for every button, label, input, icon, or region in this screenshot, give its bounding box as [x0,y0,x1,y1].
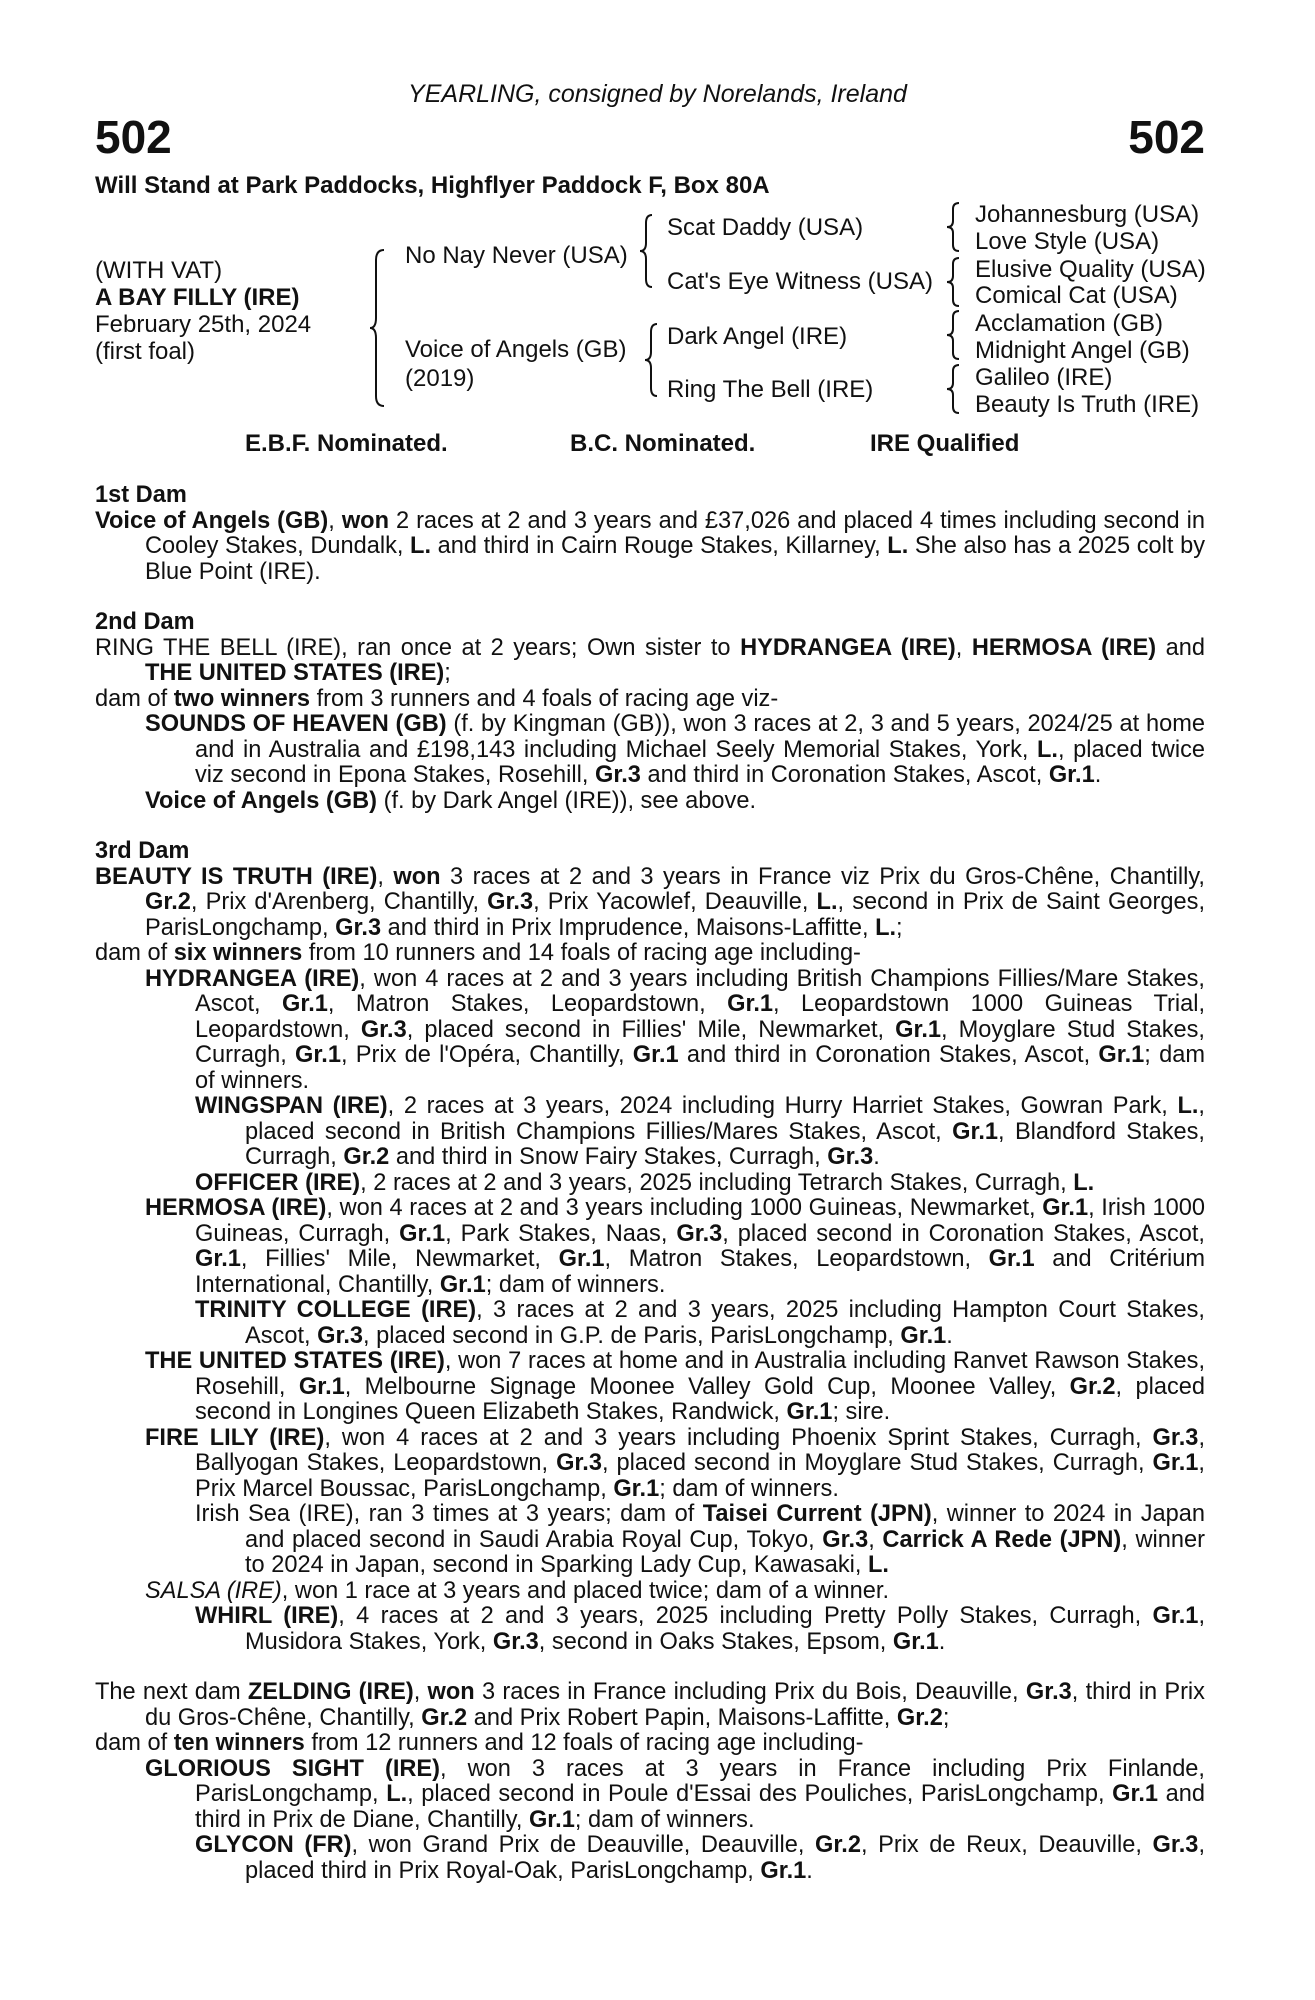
ire-qualified: IRE Qualified [870,430,1020,457]
produce-hydrangea: HYDRANGEA (IRE), won 4 races at 2 and 3 years including British Champions Fillies/Mare Stakes, Ascot, Gr.1, Matron Stakes, Leopardstown, Gr.1, Leopardstown 1000 Guineas Trial, Leopardstown, Gr.3, placed second in Fillies' Mile, Newmarket, Gr.1, Moyglare Stud Stakes, Curragh, Gr.1, Prix de l'Opéra, Chantilly, Gr.1 and third in Coronation Stakes, Ascot, Gr.1; dam of winners. [145,965,1205,1094]
pedigree-brace-g3-1 [947,201,961,253]
third-dam-produce-summary: dam of six winners from 10 runners and 14 foals of racing age including- [95,940,861,966]
gen3-5: Acclamation (GB) [975,310,1164,337]
produce-fire-lily: FIRE LILY (IRE), won 4 races at 2 and 3 years including Phoenix Sprint Stakes, Curragh, Gr.3, Ballyogan Stakes, Leopardstown, Gr.3, placed second in Moyglare Stud Stakes, Curragh, Gr.1, Prix Marcel Boussac, ParisLongchamp, Gr.1; dam of winners. [145,1424,1205,1502]
gen3-2: Love Style (USA) [975,228,1160,255]
next-dam-entry: The next dam ZELDING (IRE), won 3 races in France including Prix du Bois, Deauville, Gr.3, third in Prix du Gros-Chêne, Chantilly, Gr.2 and Prix Robert Papin, Maisons-Laffitte, Gr.2; [95,1679,1205,1731]
second-dam-title: 2nd Dam [95,609,195,635]
pedigree-brace-sire [640,213,654,289]
lot-number-left: 502 [95,111,172,163]
stand-location: Will Stand at Park Paddocks, Highflyer Paddock F, Box 80A [95,172,770,199]
gen3-6: Midnight Angel (GB) [975,337,1190,364]
gen3-3: Elusive Quality (USA) [975,256,1206,283]
next-dam-produce-summary: dam of ten winners from 12 runners and 12 foals of racing age including- [95,1730,864,1756]
sire-sire: Scat Daddy (USA) [667,214,864,241]
sire-name: No Nay Never (USA) [405,242,628,269]
produce-whirl: WHIRL (IRE), 4 races at 2 and 3 years, 2025 including Pretty Polly Stakes, Curragh, Gr.1, Musidora Stakes, York, Gr.3, second in Oaks Stakes, Epsom, Gr.1. [195,1603,1205,1655]
produce-sounds-of-heaven: SOUNDS OF HEAVEN (GB) (f. by Kingman (GB)), won 3 races at 2, 3 and 5 years, 2024/25 at home and in Australia and £198,143 including Michael Seely Memorial Stakes, York, L., placed twice viz second in Epona Stakes, Rosehill, Gr.3 and third in Coronation Stakes, Ascot, Gr.1. [145,711,1205,788]
sire-dam: Cat's Eye Witness (USA) [667,268,933,295]
pedigree-brace-g3-2 [947,256,961,308]
lot-number-right: 502 [1128,111,1205,163]
dam-name: Voice of Angels (GB) [405,336,627,363]
produce-trinity-college: TRINITY COLLEGE (IRE), 3 races at 2 and 3 years, 2025 including Hampton Court Stakes, Ascot, Gr.3, placed second in G.P. de Paris, ParisLongchamp, Gr.1. [195,1297,1205,1349]
pedigree-brace-dam [645,322,659,398]
catalogue-body [95,483,1205,1884]
dam-sire: Dark Angel (IRE) [667,323,848,350]
second-dam-entry: RING THE BELL (IRE), ran once at 2 years; Own sister to HYDRANGEA (IRE), HERMOSA (IRE) and THE UNITED STATES (IRE); [95,634,1205,686]
third-dam-title: 3rd Dam [95,838,190,864]
produce-salsa: SALSA (IRE), won 1 race at 3 years and placed twice; dam of a winner. [145,1577,890,1604]
pedigree-brace-g3-4 [947,363,961,415]
first-dam-entry: Voice of Angels (GB), won 2 races at 2 and 3 years and £37,026 and placed 4 times including second in Cooley Stakes, Dundalk, L. and third in Cairn Rouge Stakes, Killarney, L. She also has a 2025 colt by Blue Point (IRE). [95,507,1205,585]
horse-name: A BAY FILLY (IRE) [95,284,300,311]
produce-glorious-sight: GLORIOUS SIGHT (IRE), won 3 races at 3 years in France including Prix Finlande, ParisLongchamp, L., placed second in Poule d'Essai des Pouliches, ParisLongchamp, Gr.1 and third in Prix de Diane, Chantilly, Gr.1; dam of winners. [145,1755,1205,1833]
vat-note: (WITH VAT) [95,257,223,284]
consignment-line: YEARLING, consigned by Norelands, Ireland [408,80,907,108]
pedigree-brace-g3-3 [947,309,961,361]
produce-wingspan: WINGSPAN (IRE), 2 races at 3 years, 2024 including Hurry Harriet Stakes, Gowran Park, L., placed second in British Champions Fillies/Mares Stakes, Ascot, Gr.1, Blandford Stakes, Curragh, Gr.2 and third in Snow Fairy Stakes, Curragh, Gr.3. [195,1093,1205,1170]
produce-glycon: GLYCON (FR), won Grand Prix de Deauville, Deauville, Gr.2, Prix de Reux, Deauville, Gr.3, placed third in Prix Royal-Oak, ParisLongchamp, Gr.1. [195,1832,1205,1884]
first-dam-title: 1st Dam [95,482,187,508]
produce-the-united-states: THE UNITED STATES (IRE), won 7 races at home and in Australia including Ranvet Rawson Stakes, Rosehill, Gr.1, Melbourne Signage Moonee Valley Gold Cup, Moonee Valley, Gr.2, placed second in Longines Queen Elizabeth Stakes, Randwick, Gr.1; sire. [145,1348,1205,1425]
gen3-1: Johannesburg (USA) [975,201,1200,228]
gen3-4: Comical Cat (USA) [975,282,1178,309]
produce-hermosa: HERMOSA (IRE), won 4 races at 2 and 3 years including 1000 Guineas, Newmarket, Gr.1, Irish 1000 Guineas, Curragh, Gr.1, Park Stakes, Naas, Gr.3, placed second in Coronation Stakes, Ascot, Gr.1, Fillies' Mile, Newmarket, Gr.1, Matron Stakes, Leopardstown, Gr.1 and Critérium International, Chantilly, Gr.1; dam of winners. [145,1195,1205,1298]
produce-irish-sea: Irish Sea (IRE), ran 3 times at 3 years; dam of Taisei Current (JPN), winner to 2024 in Japan and placed second in Saudi Arabia Royal Cup, Tokyo, Gr.3, Carrick A Rede (JPN), winner to 2024 in Japan, second in Sparking Lady Cup, Kawasaki, L. [195,1501,1205,1578]
dam-dam: Ring The Bell (IRE) [667,376,874,403]
dam-year: (2019) [405,365,475,392]
third-dam-entry: BEAUTY IS TRUTH (IRE), won 3 races at 2 and 3 years in France viz Prix du Gros-Chêne, Chantilly, Gr.2, Prix d'Arenberg, Chantilly, Gr.3, Prix Yacowlef, Deauville, L., second in Prix de Saint Georges, ParisLongchamp, Gr.3 and third in Prix Imprudence, Maisons-Laffitte, L.; [95,863,1205,941]
foal-note: (first foal) [95,338,196,365]
produce-voice-of-angels: Voice of Angels (GB) (f. by Dark Angel (IRE)), see above. [145,787,756,814]
second-dam-produce-summary: dam of two winners from 3 runners and 4 foals of racing age viz- [95,685,779,712]
bc-nominated: B.C. Nominated. [570,430,756,457]
pedigree-brace-main [372,248,386,408]
ebf-nominated: E.B.F. Nominated. [245,430,448,457]
gen3-8: Beauty Is Truth (IRE) [975,391,1200,418]
foaling-date: February 25th, 2024 [95,311,312,338]
gen3-7: Galileo (IRE) [975,364,1113,391]
produce-officer: OFFICER (IRE), 2 races at 2 and 3 years, 2025 including Tetrarch Stakes, Curragh, L. [195,1169,1095,1196]
